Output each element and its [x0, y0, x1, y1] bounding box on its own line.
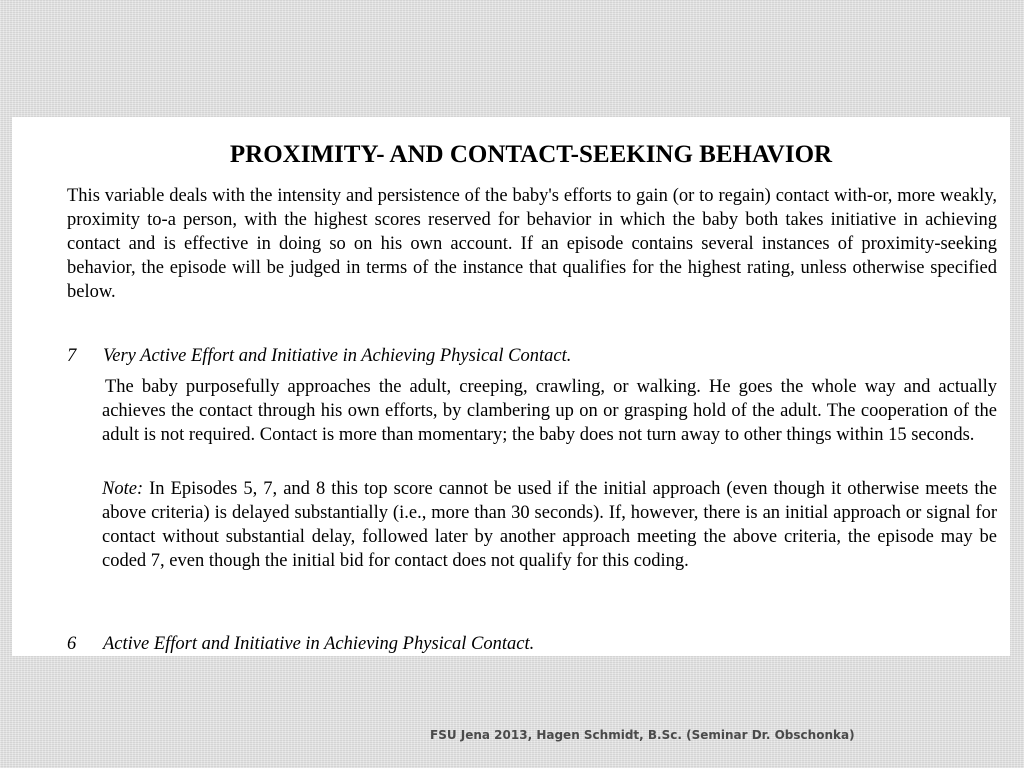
item-7-note — [102, 477, 997, 573]
note-label: Note: — [102, 479, 144, 499]
item-7-title: Very Active Effort and Initiative in Achieving Physical Contact. — [103, 346, 572, 366]
footer-credit: FSU Jena 2013, Hagen Schmidt, B.Sc. (Seminar Dr. Obschonka) — [430, 728, 855, 742]
document-title: PROXIMITY- AND CONTACT-SEEKING BEHAVIOR — [229, 141, 833, 168]
item-6-number: 6 — [67, 634, 77, 654]
document-page — [12, 117, 1010, 656]
item-6-heading — [67, 632, 997, 656]
item-7-heading — [67, 344, 997, 368]
item-7-description: The baby purposefully approaches the adult, creeping, crawling, or walking. He goes the whole way and actually achieves the contact through his own efforts, by clambering up on or grasping hold of the adult. The cooperation of the adult is not required. Contact is more than momentary; the baby does not turn away to other things within 15 seconds. — [102, 377, 997, 445]
item-7-number: 7 — [67, 346, 77, 366]
item-6-title: Active Effort and Initiative in Achieving Physical Contact. — [103, 634, 535, 654]
intro-paragraph: This variable deals with the intensity and persistence of the baby's efforts to gain (or to regain) contact with-or, more weakly, proximity to-a person, with the highest scores reserved for behavior in which the baby both takes initiative in achieving contact and is effective in doing so on his own account. If an episode contains several instances of proximity-seeking behavior, the episode will be judged in terms of the instance that qualifies for the highest rating, unless otherwise specified below. — [67, 186, 997, 302]
note-text: In Episodes 5, 7, and 8 this top score cannot be used if the initial approach (even though it otherwise meets the above criteria) is delayed substantially (i.e., more than 30 seconds). If, however, there is an initial approach or signal for contact without substantial delay, followed later by another approach meeting the above criteria, the episode may be coded 7, even though the initial bid for contact does not qualify for this coding. — [102, 479, 997, 571]
